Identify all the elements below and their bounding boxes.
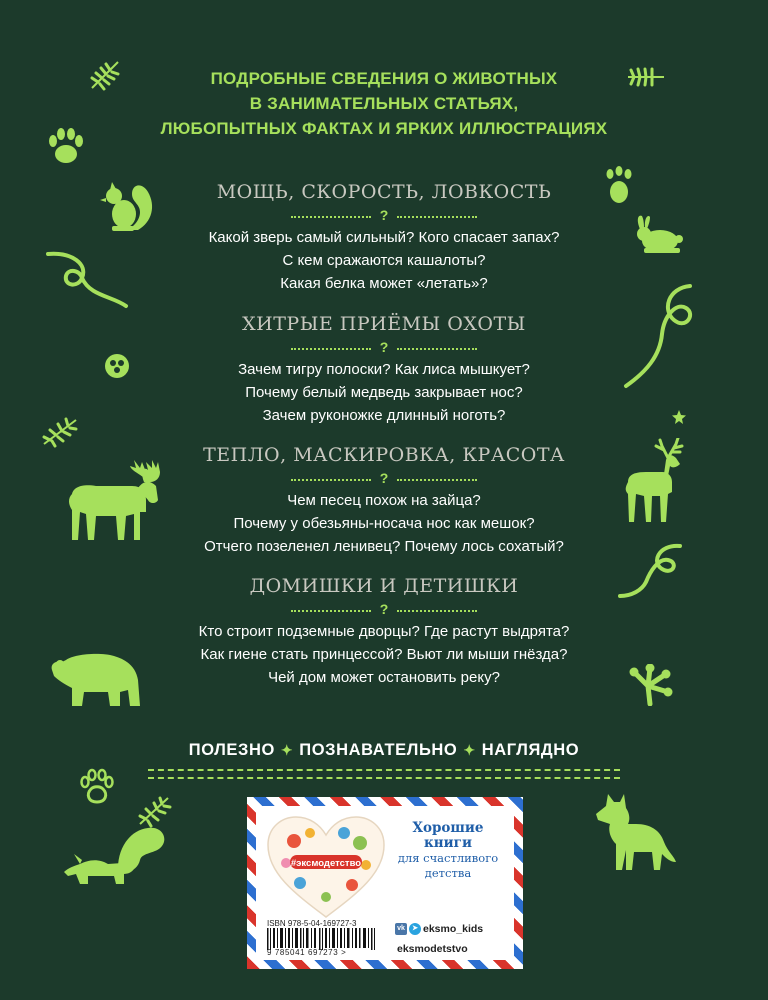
- telegram-icon: ➤: [409, 923, 421, 935]
- section-homes-and-babies: [120, 574, 648, 689]
- question: Зачем руконожке длинный ноготь?: [262, 407, 506, 424]
- question: Какой зверь самый сильный? Кого спасает запах?: [208, 229, 560, 246]
- slogan: [120, 741, 648, 760]
- section-divider: [291, 602, 477, 618]
- slogan-word: ПОЗНАВАТЕЛЬНО: [299, 741, 458, 759]
- section-power-speed: [120, 180, 648, 295]
- divider-question-mark: ?: [379, 207, 389, 223]
- intro-line-3: ЛЮБОПЫТНЫХ ФАКТАХ И ЯРКИХ ИЛЛЮСТРАЦИЯХ: [160, 119, 608, 138]
- vk-icon: vk: [395, 923, 407, 935]
- section-warmth-camouflage: [120, 443, 648, 558]
- divider-question-mark: ?: [379, 339, 389, 355]
- publisher-card: [247, 797, 523, 969]
- social-links: [395, 921, 505, 957]
- section-divider: [291, 471, 477, 487]
- question: Как гиене стать принцессой? Вьют ли мыши гнёзда?: [200, 646, 568, 663]
- barcode-icon: [267, 928, 383, 950]
- question: Почему белый медведь закрывает нос?: [245, 384, 523, 401]
- wolf-icon: [578, 790, 678, 872]
- question: Чем песец похож на зайца?: [287, 492, 481, 509]
- tagline-line: для счастливого: [397, 851, 499, 865]
- question-list: [120, 226, 648, 295]
- barcode-number: 9 785041 697273 >: [267, 948, 347, 957]
- question-list: [120, 620, 648, 689]
- star-separator-icon: ✦: [280, 742, 294, 758]
- section-title: ТЕПЛО, МАСКИРОВКА, КРАСОТА: [203, 444, 565, 466]
- tagline-line: детства: [424, 866, 472, 880]
- publisher-tagline: [393, 821, 503, 881]
- section-title: ДОМИШКИ И ДЕТИШКИ: [249, 575, 519, 597]
- tagline-line: Хорошие: [412, 820, 484, 836]
- site-handle: eksmodetstvo: [397, 943, 468, 955]
- section-hunting-tricks: [120, 312, 648, 427]
- section-divider: [291, 340, 477, 356]
- leaf-icon: [136, 794, 172, 828]
- question: Отчего позеленел ленивец? Почему лось сохатый?: [204, 538, 564, 555]
- slogan-word: НАГЛЯДНО: [481, 741, 580, 759]
- skunk-icon: [58, 824, 170, 886]
- question: Какая белка может «летать»?: [280, 275, 488, 292]
- question: Почему у обезьяны-носача нос как мешок?: [233, 515, 535, 532]
- question: Чей дом может остановить реку?: [268, 669, 500, 686]
- question-list: [120, 489, 648, 558]
- question-list: [120, 358, 648, 427]
- intro-line-1: ПОДРОБНЫЕ СВЕДЕНИЯ О ЖИВОТНЫХ: [210, 69, 558, 88]
- intro-line-2: В ЗАНИМАТЕЛЬНЫХ СТАТЬЯХ,: [249, 94, 519, 113]
- question: С кем сражаются кашалоты?: [282, 252, 486, 269]
- dashed-divider: [148, 769, 620, 779]
- section-title: ХИТРЫЕ ПРИЁМЫ ОХОТЫ: [242, 313, 526, 335]
- section-divider: [291, 208, 477, 224]
- star-separator-icon: ✦: [463, 742, 476, 758]
- section-title: МОЩЬ, СКОРОСТЬ, ЛОВКОСТЬ: [216, 181, 552, 203]
- vk-handle: eksmo_kids: [423, 923, 484, 935]
- leaf-icon: [40, 414, 80, 448]
- tagline-line: книги: [424, 835, 472, 851]
- isbn-label: ISBN 978-5-04-169727-3: [267, 919, 357, 928]
- paw-print-icon: [44, 124, 88, 168]
- question: Кто строит подземные дворцы? Где растут выдрята?: [198, 623, 570, 640]
- divider-question-mark: ?: [379, 601, 389, 617]
- divider-question-mark: ?: [379, 470, 389, 486]
- question: Зачем тигру полоски? Как лиса мышкует?: [238, 361, 530, 378]
- star-icon: [672, 410, 686, 424]
- leaf-icon: [88, 56, 124, 92]
- heart-logo-icon: [264, 813, 388, 921]
- paw-print-icon: [80, 768, 114, 804]
- intro-heading: [120, 66, 648, 141]
- slogan-word: ПОЛЕЗНО: [188, 741, 275, 759]
- heart-tag: #эксмодетство: [290, 858, 362, 869]
